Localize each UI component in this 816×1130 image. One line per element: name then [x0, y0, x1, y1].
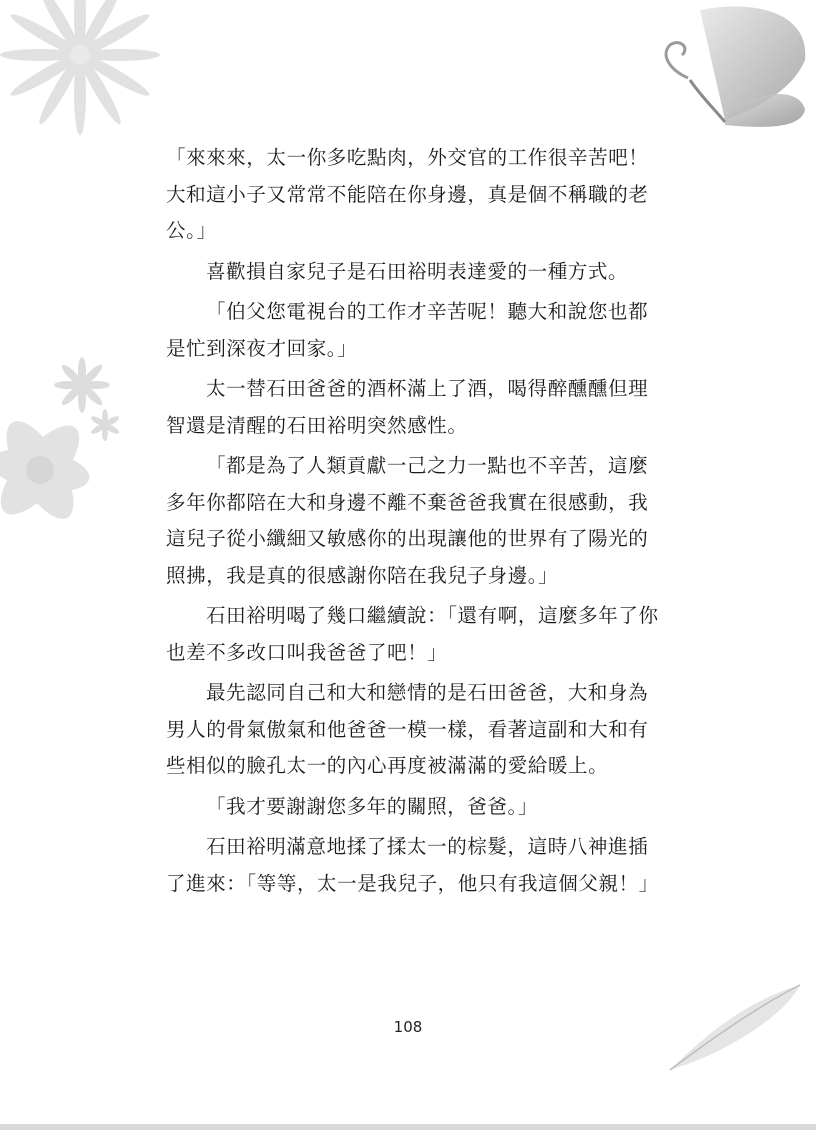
paragraph: 太一替石田爸爸的酒杯滿上了酒，喝得醉醺醺但理智還是清醒的石田裕明突然感性。 — [166, 377, 649, 437]
paragraph: 「來來來，太一你多吃點肉，外交官的工作很辛苦吧！大和這小子又常常不能陪在你身邊，真是個不稱職的老公。」 — [166, 146, 649, 242]
story-text — [166, 140, 666, 906]
page-bottom-edge — [0, 1124, 816, 1130]
flower-icon — [0, 350, 130, 550]
paragraph: 石田裕明喝了幾口繼續說：「還有啊，這麼多年了你也差不多改口叫我爸爸了吧！」 — [166, 604, 659, 664]
page-number: 108 — [393, 1018, 423, 1036]
paragraph: 喜歡損自家兒子是石田裕明表達愛的一種方式。 — [206, 259, 629, 283]
paragraph: 「我才要謝謝您多年的關照，爸爸。」 — [206, 794, 538, 818]
flower-burst-icon — [0, 0, 180, 150]
butterfly-icon — [640, 0, 816, 150]
paragraph: 「都是為了人類貢獻一己之力一點也不辛苦，這麼多年你都陪在大和身邊不離不棄爸爸我實在很感動，我這兒子從小纖細又敏感你的出現讓他的世界有了陽光的照拂，我是真的很感謝你陪在我兒子身邊。」 — [166, 454, 649, 587]
paragraph: 「伯父您電視台的工作才辛苦呢！聽大和說您也都是忙到深夜才回家。」 — [166, 300, 649, 360]
paragraph: 最先認同自己和大和戀情的是石田爸爸，大和身為男人的骨氣傲氣和他爸爸一模一樣，看著這副和大和有些相似的臉孔太一的內心再度被滿滿的愛給暖上。 — [166, 681, 649, 777]
paragraph: 石田裕明滿意地揉了揉太一的棕髮，這時八神進插了進來：「等等，太一是我兒子，他只有我這個父親！」 — [166, 835, 659, 895]
